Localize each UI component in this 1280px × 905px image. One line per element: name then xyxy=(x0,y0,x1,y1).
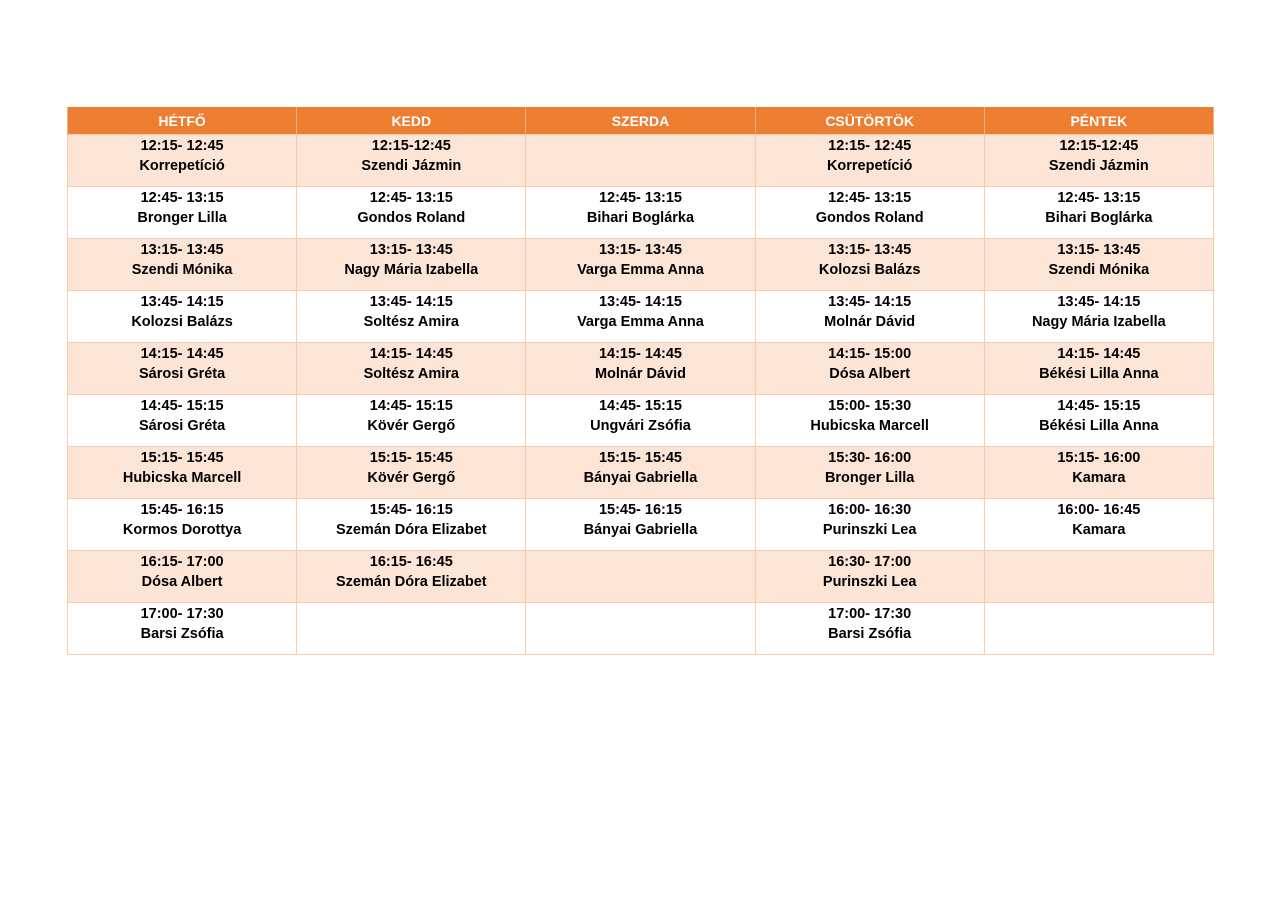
slot-student-name: Gondos Roland xyxy=(815,210,924,226)
slot-student-name: Bányai Gabriella xyxy=(583,522,698,538)
slot-time: 15:45- 16:15 xyxy=(369,502,453,518)
table-row xyxy=(68,603,1214,655)
slot-student-name: Varga Emma Anna xyxy=(577,262,704,278)
slot xyxy=(985,239,1213,280)
schedule-cell-wednesday xyxy=(526,499,755,551)
slot-time: 12:45- 13:15 xyxy=(140,190,224,206)
slot-time: 16:15- 17:00 xyxy=(140,554,224,570)
schedule-cell-tuesday xyxy=(297,447,526,499)
day-header-tuesday: KEDD xyxy=(297,107,526,135)
schedule-cell-thursday xyxy=(755,239,984,291)
slot-time: 15:15- 15:45 xyxy=(369,450,453,466)
slot-student-name: Szendi Jázmin xyxy=(1048,158,1149,174)
table-row xyxy=(68,135,1214,187)
slot-time: 14:15- 14:45 xyxy=(598,346,682,362)
day-header-friday: PÉNTEK xyxy=(984,107,1213,135)
slot xyxy=(526,291,754,332)
schedule-cell-friday xyxy=(984,395,1213,447)
slot xyxy=(756,187,984,228)
schedule-cell-monday xyxy=(68,135,297,187)
slot-time: 13:45- 14:15 xyxy=(828,294,912,310)
slot xyxy=(756,395,984,436)
schedule-cell-friday xyxy=(984,551,1213,603)
slot-time: 12:45- 13:15 xyxy=(1057,190,1141,206)
slot-time: 14:15- 15:00 xyxy=(828,346,912,362)
slot-student-name: Szemán Dóra Elizabet xyxy=(335,574,487,590)
slot-student-name: Barsi Zsófia xyxy=(828,626,912,642)
slot xyxy=(68,343,296,384)
slot-student-name: Ungvári Zsófia xyxy=(590,418,691,434)
schedule-cell-friday xyxy=(984,239,1213,291)
slot xyxy=(756,239,984,280)
slot-student-name: Békési Lilla Anna xyxy=(1039,418,1159,434)
slot xyxy=(297,135,525,176)
schedule-body xyxy=(68,135,1214,655)
slot-student-name: Soltész Amira xyxy=(363,366,459,382)
schedule-cell-tuesday xyxy=(297,187,526,239)
slot-time: 14:15- 14:45 xyxy=(369,346,453,362)
schedule-cell-thursday xyxy=(755,551,984,603)
slot-time: 16:00- 16:45 xyxy=(1057,502,1141,518)
slot-time: 17:00- 17:30 xyxy=(828,606,912,622)
schedule-cell-wednesday xyxy=(526,239,755,291)
schedule-cell-friday xyxy=(984,291,1213,343)
slot-student-name: Molnár Dávid xyxy=(824,314,916,330)
slot xyxy=(68,187,296,228)
slot-student-name: Varga Emma Anna xyxy=(577,314,704,330)
slot xyxy=(68,499,296,540)
slot-time: 14:15- 14:45 xyxy=(1057,346,1141,362)
slot xyxy=(756,343,984,384)
slot-time: 13:15- 13:45 xyxy=(140,242,224,258)
schedule-cell-tuesday xyxy=(297,291,526,343)
schedule-cell-wednesday xyxy=(526,343,755,395)
slot-time: 12:45- 13:15 xyxy=(598,190,682,206)
schedule-cell-monday xyxy=(68,551,297,603)
slot xyxy=(526,551,754,552)
slot-student-name: Molnár Dávid xyxy=(594,366,686,382)
slot-student-name: Szemán Dóra Elizabet xyxy=(335,522,487,538)
slot-time: 14:45- 15:15 xyxy=(1057,398,1141,414)
slot-student-name: Barsi Zsófia xyxy=(140,626,224,642)
slot-student-name: Kolozsi Balázs xyxy=(818,262,921,278)
schedule-cell-friday xyxy=(984,499,1213,551)
slot-time: 13:45- 14:15 xyxy=(1057,294,1141,310)
schedule-cell-thursday xyxy=(755,291,984,343)
schedule-cell-monday xyxy=(68,447,297,499)
slot xyxy=(68,603,296,644)
slot-student-name: Hubicska Marcell xyxy=(810,418,929,434)
slot-time: 14:45- 15:15 xyxy=(140,398,224,414)
schedule-cell-tuesday xyxy=(297,551,526,603)
schedule-cell-tuesday xyxy=(297,499,526,551)
slot-student-name: Szendi Mónika xyxy=(1048,262,1150,278)
slot xyxy=(756,551,984,592)
slot xyxy=(526,603,754,604)
slot xyxy=(985,395,1213,436)
slot-student-name: Hubicska Marcell xyxy=(122,470,242,486)
schedule-cell-tuesday xyxy=(297,603,526,655)
slot-time: 17:00- 17:30 xyxy=(140,606,224,622)
schedule-cell-monday xyxy=(68,603,297,655)
slot xyxy=(756,499,984,540)
table-row xyxy=(68,239,1214,291)
schedule-cell-thursday xyxy=(755,395,984,447)
slot-student-name: Szendi Jázmin xyxy=(361,158,462,174)
slot-time: 13:45- 14:15 xyxy=(369,294,453,310)
schedule-cell-friday xyxy=(984,447,1213,499)
slot-student-name: Szendi Mónika xyxy=(131,262,233,278)
slot xyxy=(297,343,525,384)
slot-time: 13:15- 13:45 xyxy=(1057,242,1141,258)
slot-time: 12:15- 12:45 xyxy=(828,138,912,154)
slot xyxy=(985,551,1213,552)
slot-time: 13:15- 13:45 xyxy=(598,242,682,258)
slot xyxy=(68,239,296,280)
slot xyxy=(68,395,296,436)
schedule-cell-tuesday xyxy=(297,343,526,395)
slot xyxy=(297,187,525,228)
slot xyxy=(297,447,525,488)
slot-time: 15:15- 15:45 xyxy=(598,450,682,466)
slot xyxy=(526,499,754,540)
slot-student-name: Purinszki Lea xyxy=(822,574,917,590)
schedule-cell-tuesday xyxy=(297,395,526,447)
slot-student-name: Kolozsi Balázs xyxy=(131,314,233,330)
slot-student-name: Soltész Amira xyxy=(363,314,459,330)
slot-student-name: Bihari Boglárka xyxy=(1045,210,1153,226)
schedule-cell-wednesday xyxy=(526,603,755,655)
slot xyxy=(985,343,1213,384)
schedule-cell-monday xyxy=(68,239,297,291)
slot xyxy=(297,291,525,332)
slot-time: 13:45- 14:15 xyxy=(140,294,224,310)
slot-time: 15:45- 16:15 xyxy=(598,502,682,518)
slot xyxy=(756,603,984,644)
day-header-monday: HÉTFŐ xyxy=(68,107,297,135)
slot-time: 12:45- 13:15 xyxy=(828,190,912,206)
schedule-cell-thursday xyxy=(755,603,984,655)
slot-time: 12:15- 12:45 xyxy=(140,138,224,154)
schedule-cell-monday xyxy=(68,395,297,447)
slot xyxy=(68,447,296,488)
schedule-cell-friday xyxy=(984,135,1213,187)
table-row xyxy=(68,447,1214,499)
slot xyxy=(297,395,525,436)
slot-student-name: Dósa Albert xyxy=(141,574,223,590)
schedule-cell-friday xyxy=(984,343,1213,395)
slot-student-name: Purinszki Lea xyxy=(822,522,917,538)
schedule-cell-tuesday xyxy=(297,135,526,187)
schedule-cell-wednesday xyxy=(526,447,755,499)
slot xyxy=(985,135,1213,176)
slot xyxy=(526,187,754,228)
slot xyxy=(526,343,754,384)
slot xyxy=(985,291,1213,332)
slot-time: 13:15- 13:45 xyxy=(369,242,453,258)
slot xyxy=(985,187,1213,228)
slot-student-name: Sárosi Gréta xyxy=(138,418,226,434)
slot xyxy=(985,603,1213,604)
slot xyxy=(68,291,296,332)
slot xyxy=(297,551,525,592)
slot-time: 16:00- 16:30 xyxy=(828,502,912,518)
table-row xyxy=(68,551,1214,603)
slot-time: 12:15-12:45 xyxy=(371,138,451,154)
schedule-cell-friday xyxy=(984,603,1213,655)
schedule-cell-monday xyxy=(68,187,297,239)
schedule-cell-thursday xyxy=(755,135,984,187)
header-row xyxy=(68,107,1214,135)
slot-student-name: Kormos Dorottya xyxy=(122,522,242,538)
slot-time: 15:30- 16:00 xyxy=(828,450,912,466)
slot xyxy=(526,135,754,136)
slot-student-name: Nagy Mária Izabella xyxy=(344,262,479,278)
slot-time: 15:00- 15:30 xyxy=(828,398,912,414)
slot-time: 14:45- 15:15 xyxy=(598,398,682,414)
slot xyxy=(526,239,754,280)
slot-student-name: Bihari Boglárka xyxy=(586,210,695,226)
schedule-cell-monday xyxy=(68,499,297,551)
slot xyxy=(68,135,296,176)
schedule-cell-wednesday xyxy=(526,551,755,603)
slot-student-name: Gondos Roland xyxy=(357,210,466,226)
slot-student-name: Kövér Gergő xyxy=(367,470,456,486)
slot xyxy=(756,135,984,176)
slot-student-name: Kamara xyxy=(1072,522,1126,538)
slot xyxy=(297,603,525,604)
table-row xyxy=(68,291,1214,343)
slot-student-name: Korrepetíció xyxy=(826,158,913,174)
slot-time: 15:15- 15:45 xyxy=(140,450,224,466)
slot-student-name: Bronger Lilla xyxy=(137,210,227,226)
slot-time: 15:15- 16:00 xyxy=(1057,450,1141,466)
slot-student-name: Dósa Albert xyxy=(829,366,911,382)
slot-time: 16:15- 16:45 xyxy=(369,554,453,570)
slot xyxy=(756,447,984,488)
slot-time: 13:15- 13:45 xyxy=(828,242,912,258)
schedule-cell-wednesday xyxy=(526,291,755,343)
schedule-table xyxy=(67,107,1214,655)
slot-student-name: Bányai Gabriella xyxy=(583,470,698,486)
slot xyxy=(985,447,1213,488)
slot-time: 15:45- 16:15 xyxy=(140,502,224,518)
schedule-cell-friday xyxy=(984,187,1213,239)
slot-student-name: Nagy Mária Izabella xyxy=(1031,314,1166,330)
slot-student-name: Korrepetíció xyxy=(139,158,225,174)
schedule-cell-wednesday xyxy=(526,135,755,187)
slot-time: 16:30- 17:00 xyxy=(828,554,912,570)
slot-student-name: Sárosi Gréta xyxy=(138,366,226,382)
slot-student-name: Békési Lilla Anna xyxy=(1039,366,1159,382)
slot-time: 12:45- 13:15 xyxy=(369,190,453,206)
slot xyxy=(297,499,525,540)
schedule-cell-thursday xyxy=(755,187,984,239)
day-header-wednesday: SZERDA xyxy=(526,107,755,135)
schedule-cell-wednesday xyxy=(526,395,755,447)
table-row xyxy=(68,395,1214,447)
schedule-cell-thursday xyxy=(755,447,984,499)
slot xyxy=(985,499,1213,540)
slot xyxy=(297,239,525,280)
slot-student-name: Kövér Gergő xyxy=(367,418,456,434)
slot-time: 14:45- 15:15 xyxy=(369,398,453,414)
slot-student-name: Kamara xyxy=(1072,470,1126,486)
day-header-thursday: CSÜTÖRTÖK xyxy=(755,107,984,135)
slot xyxy=(526,447,754,488)
schedule-cell-tuesday xyxy=(297,239,526,291)
table-row xyxy=(68,187,1214,239)
slot-time: 14:15- 14:45 xyxy=(140,346,224,362)
slot-time: 13:45- 14:15 xyxy=(598,294,682,310)
slot xyxy=(756,291,984,332)
schedule-cell-thursday xyxy=(755,499,984,551)
slot-student-name: Bronger Lilla xyxy=(824,470,915,486)
table-row xyxy=(68,499,1214,551)
slot xyxy=(526,395,754,436)
schedule-cell-monday xyxy=(68,343,297,395)
slot-time: 12:15-12:45 xyxy=(1059,138,1139,154)
table-row xyxy=(68,343,1214,395)
schedule-cell-wednesday xyxy=(526,187,755,239)
schedule-cell-monday xyxy=(68,291,297,343)
slot xyxy=(68,551,296,592)
schedule-cell-thursday xyxy=(755,343,984,395)
